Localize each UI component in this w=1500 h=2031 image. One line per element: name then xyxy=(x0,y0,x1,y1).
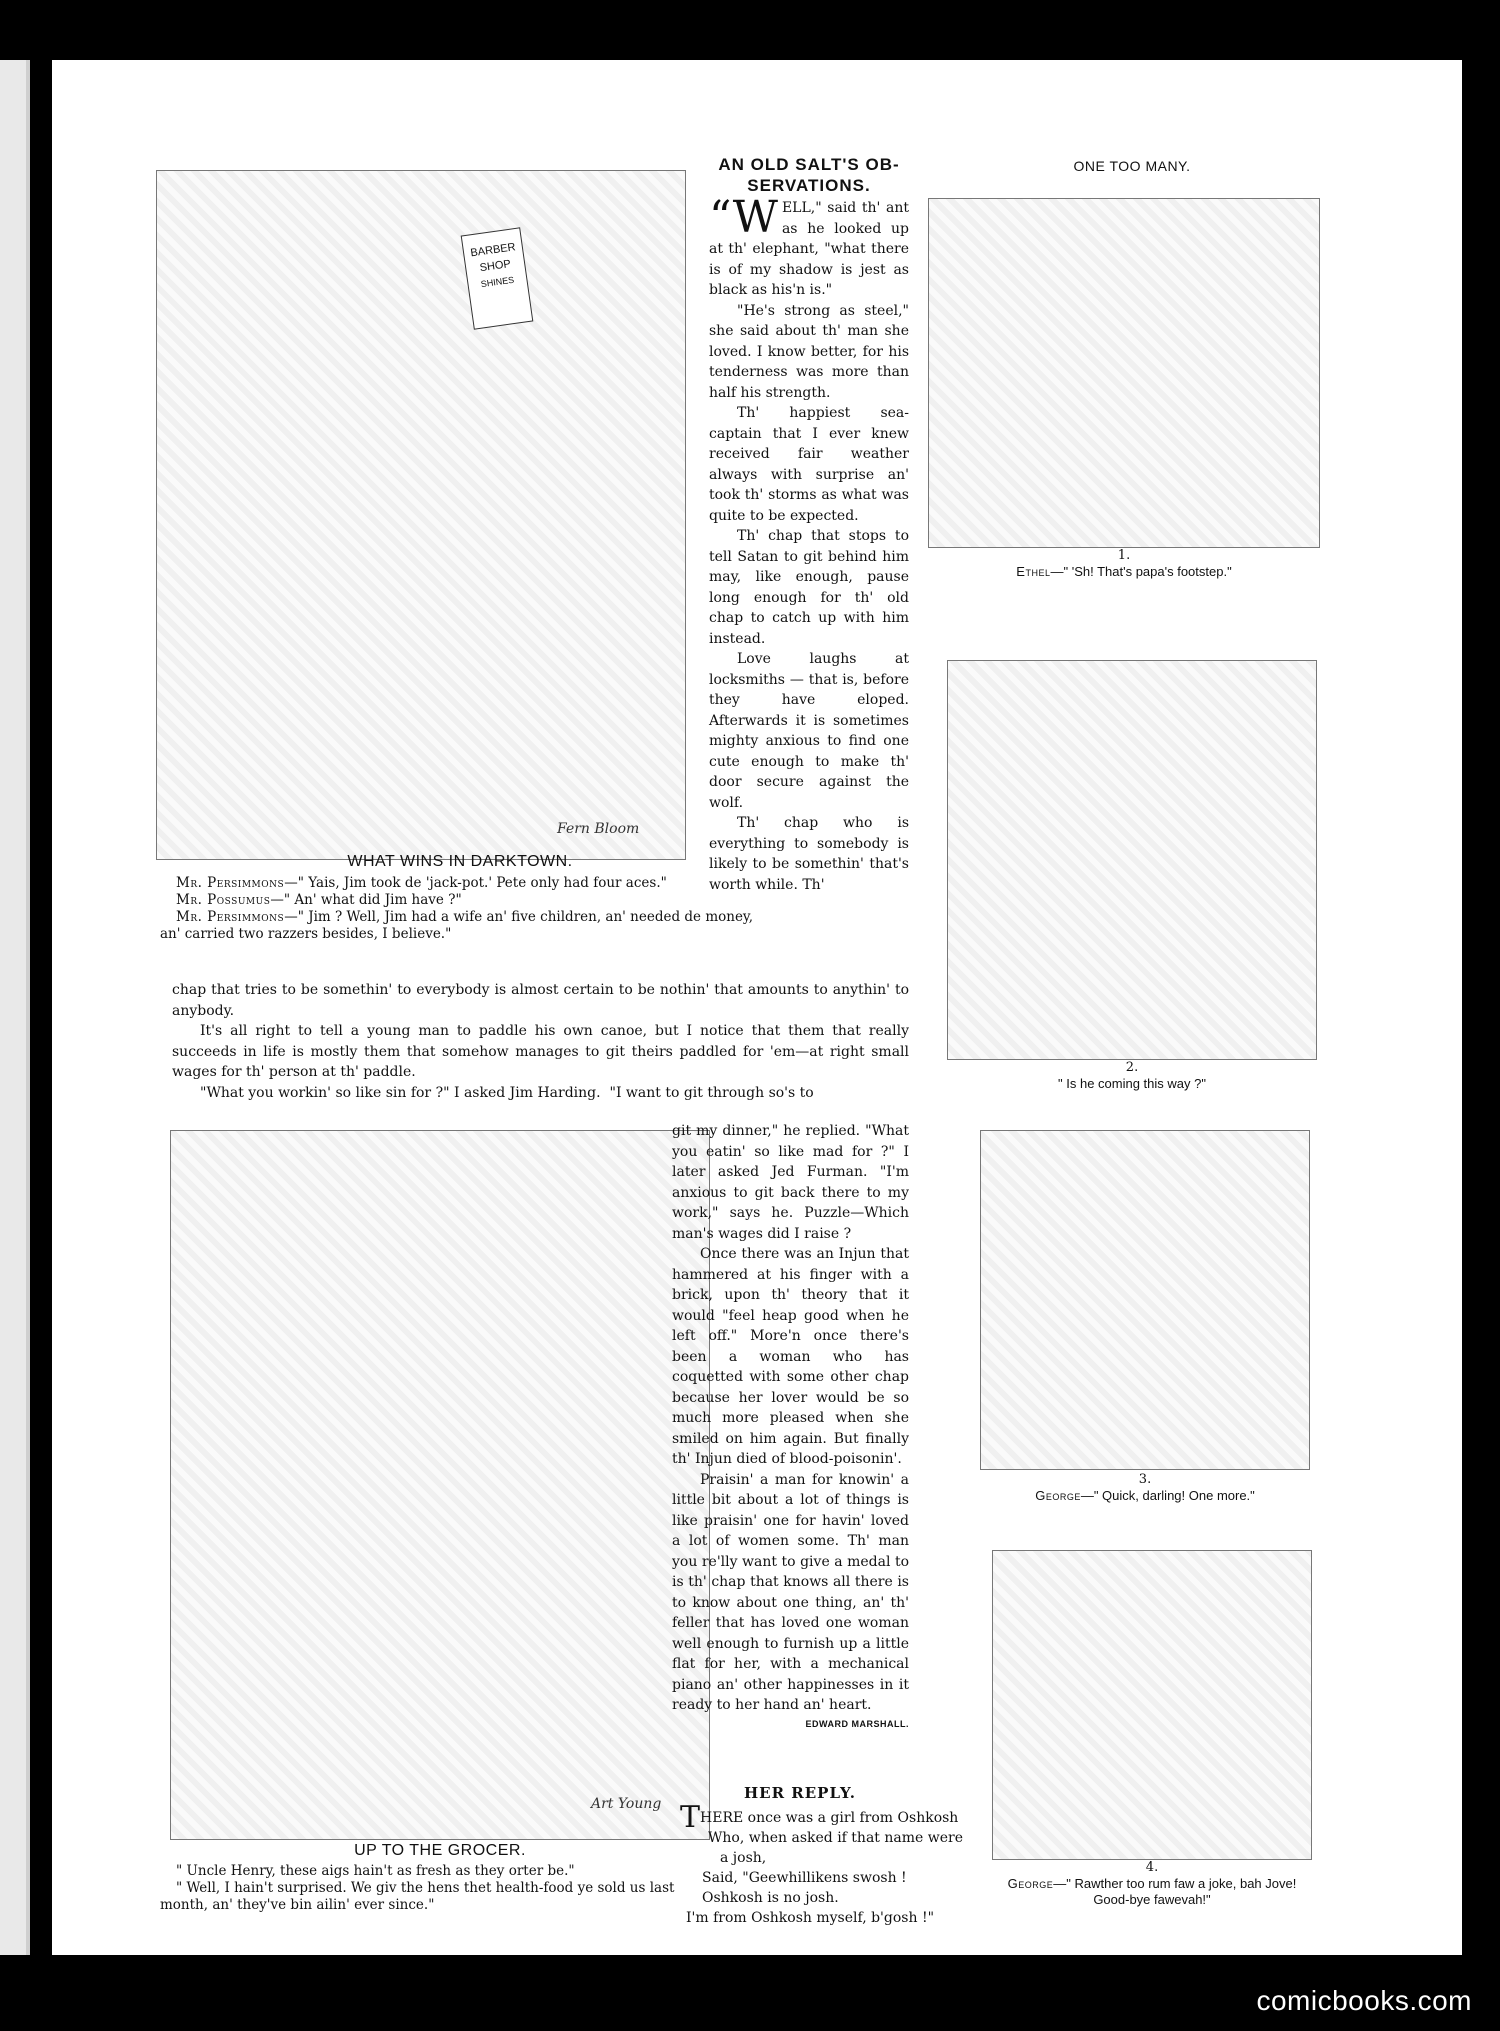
barber-shop-sign xyxy=(461,227,534,329)
grocer-artist-signature: Art Young xyxy=(591,1796,662,1812)
magazine-page xyxy=(52,60,1462,1955)
darktown-caption xyxy=(160,853,760,943)
article-paragraph-6: Th' chap who is everything to somebody is likely to be somethin' that's worth while. Th' xyxy=(709,815,909,893)
sign-shines: SHINES xyxy=(480,274,515,290)
darktown-artist-signature: Fern Bloom xyxy=(557,821,640,837)
grocer-line-1: " Uncle Henry, these aigs hain't as fresh as they orter be." xyxy=(176,1863,575,1879)
comic-panel-3-art xyxy=(980,1130,1310,1470)
comic-panel-2-caption: " Is he coming this way ?" xyxy=(1058,1076,1206,1091)
darktown-line-2: Mr. Possumus—" An' what did Jim have ?" xyxy=(176,892,462,908)
article-author: EDWARD MARSHALL. xyxy=(805,1718,909,1729)
article-paragraph-2: "He's strong as steel," she said about th' man she loved. I know better, for his tenderness was more than half his strength. xyxy=(709,302,909,401)
article-wide-section xyxy=(172,980,909,1103)
poem-line-1: THERE once was a girl from Oshkosh xyxy=(680,1800,959,1835)
comic-title: ONE TOO MANY. xyxy=(1073,158,1191,174)
article-column-bottom xyxy=(672,1121,909,1729)
article-paragraph-3: Th' happiest sea-captain that I ever knew received fair weather always with surprise an' took th' storms as what was quite to be expected. xyxy=(709,405,909,524)
poem-her-reply xyxy=(680,1783,963,1928)
sign-shop: SHOP xyxy=(478,258,512,275)
article-title: AN OLD SALT'S OB- SERVATIONS. xyxy=(718,155,900,195)
comic-panel-1-caption: Ethel—" 'Sh! That's papa's footstep." xyxy=(1016,564,1232,579)
article-paragraph-8-start: "What you workin' so like sin for ?" I asked Jim Harding. "I want to git through so's to xyxy=(200,1084,814,1101)
comic-panel-2-number: 2. xyxy=(1125,1060,1139,1075)
article-paragraph-8-cont: git my dinner," he replied. "What you eatin' so like mad for ?" I later asked Jed Furman. "I'm anxious to git back there to my work," says he. Puzzle—Which man's wages did I raise ? xyxy=(672,1123,909,1242)
comic-panel-4-caption: George—" Rawther too rum faw a joke, bah Jove! Good-bye fawevah!" xyxy=(1007,1876,1297,1907)
darktown-line-1: Mr. Persimmons—" Yais, Jim took de 'jack-pot.' Pete only had four aces." xyxy=(176,875,667,891)
article-paragraph-1: “WELL," said th' ant as he looked up at th' elephant, "what there is of my shadow is jest as black as his'n is." xyxy=(709,192,909,298)
poem-line-3: a josh, xyxy=(720,1850,767,1866)
comic-panel-2-art xyxy=(947,660,1317,1060)
grocer-caption xyxy=(160,1842,720,1914)
article-paragraph-5: Love laughs at locksmiths — that is, before they have eloped. Afterwards it is sometimes mighty anxious to find one cute enough to make th' door secure against the wolf. xyxy=(709,651,909,811)
comic-panel-1-art xyxy=(928,198,1320,548)
comic-panel-4-art xyxy=(992,1550,1312,1860)
comic-panel-3-caption: George—" Quick, darling! One more." xyxy=(1035,1488,1255,1503)
article-paragraph-9: Once there was an Injun that hammered at his finger with a brick, upon th' theory that it would "feel heap good when he left off." More'n once there's been a woman who has coquetted with some other chap because her lover would be so much more pleased when she smiled on him again. But finally th' Injun died of blood-poisonin'. xyxy=(672,1246,909,1467)
darktown-title: WHAT WINS IN DARKTOWN. xyxy=(347,853,573,870)
comic-panel-3-number: 3. xyxy=(1138,1472,1152,1487)
poem-line-5: Oshkosh is no josh. xyxy=(702,1890,839,1906)
darktown-illustration xyxy=(156,170,686,860)
grocer-illustration xyxy=(170,1130,710,1840)
sign-barber: BARBER xyxy=(469,241,517,260)
poem-line-4: Said, "Geewhillikens swosh ! xyxy=(702,1870,907,1886)
watermark: comicbooks.com xyxy=(1256,1985,1472,2016)
poem-title: HER REPLY. xyxy=(743,1784,857,1802)
poem-line-2: Who, when asked if that name were xyxy=(708,1830,963,1846)
article-paragraph-4: Th' chap that stops to tell Satan to git behind him may, like enough, pause long enough for th' old chap to catch up with him instead. xyxy=(709,528,909,647)
comic-panel-1-number: 1. xyxy=(1117,548,1131,563)
article-column-top xyxy=(709,154,909,895)
adjacent-page-edge xyxy=(0,60,30,1955)
article-paragraph-6-cont: chap that tries to be somethin' to everybody is almost certain to be nothin' that amounts to anythin' to anybody. xyxy=(172,982,909,1019)
grocer-line-2: " Well, I hain't surprised. We giv the hens thet health-food ye sold us last month, an' they've bin ailin' ever since." xyxy=(160,1880,675,1913)
article-paragraph-10: Praisin' a man for knowin' a little bit about a lot of things is like praisin' one for havin' loved a lot of women some. Th' man you re'lly want to give a medal to is th' chap that knows all there is to know about one thing, an' th' feller that has loved one woman well enough to furnish up a little flat for her, with a mechanical piano an' other happinesses in it ready to her hand an' heart. xyxy=(672,1471,909,1713)
article-dropcap: “W xyxy=(709,192,778,243)
poem-line-6: I'm from Oshkosh myself, b'gosh !" xyxy=(686,1910,935,1926)
darktown-line-3: Mr. Persimmons—" Jim ? Well, Jim had a wife an' five children, an' needed de money, an' carried two razzers besides, I believe." xyxy=(160,909,754,942)
grocer-title: UP TO THE GROCER. xyxy=(354,1842,526,1859)
comic-panel-4-number: 4. xyxy=(1145,1860,1159,1875)
article-paragraph-7: It's all right to tell a young man to paddle his own canoe, but I notice that them that really succeeds in life is mostly them that somehow manages to git theirs paddled for 'em—at right small wages for th' person at th' paddle. xyxy=(172,1023,909,1080)
